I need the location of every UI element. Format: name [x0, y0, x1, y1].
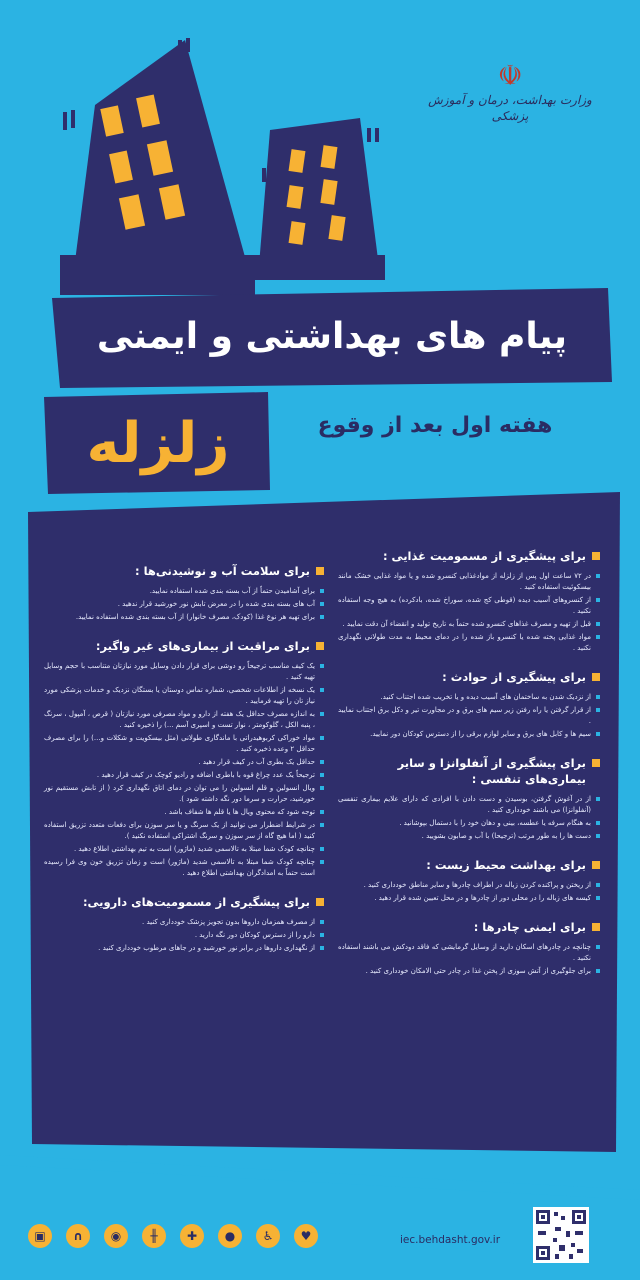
list-item: یک نسخه از اطلاعات شخصی، شماره تماس دوستان یا بستگان نزدیک و خدمات پزشکی مورد نیاز تان را تهیه فرمایید . — [44, 685, 324, 707]
section — [44, 638, 324, 879]
ministry-name: وزارت بهداشت، درمان و آموزش پزشکی — [428, 93, 592, 123]
list-item: از قرار گرفتن یا راه رفتن زیر سیم های برق و در مجاورت تیر و دکل برق اجتناب نمایید . — [338, 705, 600, 727]
list-item: ترجیحاً یک عدد چراغ قوه با باطری اضافه و رادیو کوچک در کیف قرار دهید . — [44, 770, 324, 781]
list-item: چنانچه کودک شما مبتلا به تالاسمی شدید (ماژور) است به تیم بهداشتی اطلاع دهید . — [44, 844, 324, 855]
section — [338, 857, 600, 904]
list-item: برای جلوگیری از آتش سوزی از پختن غذا در چادر حتی الامکان خودداری کنید . — [338, 966, 600, 977]
section-list — [338, 880, 600, 904]
list-item: توجه شود که محتوی ویال ها یا قلم ها شفاف باشد . — [44, 807, 324, 818]
section-list — [44, 661, 324, 879]
section-heading — [338, 919, 600, 935]
list-item: قبل از تهیه و مصرف غذاهای کنسرو شده حتماً به تاریخ تولید و انقضاء آن دقت نمایید . — [338, 619, 600, 630]
section-list — [338, 942, 600, 977]
section-heading-text: برای پیشگیری از مسمومیت‌های دارویی: — [82, 895, 310, 909]
section-heading-text: برای مراقبت از بیماری‌های غیر واگیر: — [95, 639, 310, 653]
page-title: پیام های بهداشتی و ایمنی — [96, 315, 568, 357]
right-column — [338, 548, 600, 992]
section-heading — [338, 548, 600, 564]
section-heading-text: برای پیشگیری از حوادث : — [442, 670, 586, 684]
list-item: در شرایط اضطرار می توانید از یک سرنگ و یا سر سوزن برای دفعات متعدد تزریق استفاده کنید ( اما هیچ گاه از سر سوزن و سرنگ اشتراکی استفاده نکنید ). — [44, 820, 324, 842]
list-item: از مصرف همزمان داروها بدون تجویز پزشک خودداری کنید . — [44, 917, 324, 928]
website-link[interactable]: iec.behdasht.gov.ir — [400, 1234, 501, 1246]
section-list — [338, 571, 600, 654]
left-column — [44, 563, 324, 969]
building-left-illustration — [60, 38, 255, 295]
section-heading — [44, 894, 324, 910]
list-item: چنانچه کودک شما مبتلا به تالاسمی شدید (ماژور) است و زمان تزریق خون وی فرا رسیده است حتماً به امدادگران بهداشتی اطلاع دهید . — [44, 857, 324, 879]
section — [338, 548, 600, 654]
pills-icon: ◉ — [104, 1224, 128, 1248]
list-item: چنانچه در چادرهای اسکان دارید از وسایل گرمایشی که فاقد دودکش می باشند استفاده نکنید . — [338, 942, 600, 964]
list-item: از ریختن و پراکنده کردن زباله در اطراف چادرها و سایر مناطق خودداری کنید . — [338, 880, 600, 891]
bullet-square-icon — [316, 567, 324, 575]
list-item: در ۷۲ ساعت اول پس از زلزله از موادغذایی کنسرو شده و یا مواد غذایی خشک مانند بیسکوئیت استفاده کنید . — [338, 571, 600, 593]
bullet-square-icon — [592, 923, 600, 931]
list-item: سیم ها و کابل های برق و سایر لوازم برقی را از دسترس کودکان دور نمایید. — [338, 729, 600, 740]
list-item: از در آغوش گرفتن، بوسیدن و دست دادن با افرادی که دارای علایم بیماری تنفسی (آنفلوانزا) می باشند خودداری کنید . — [338, 794, 600, 816]
bandage-icon: ✚ — [180, 1224, 204, 1248]
section-heading-text: برای بهداشت محیط زیست : — [426, 858, 586, 872]
list-item: مواد خوراکی کربوهیدراتی با ماندگاری طولانی (مثل بیسکویت و شکلات و...) را برای مصرف حداقل ۲ وعده ذخیره کنید . — [44, 733, 324, 755]
heart-pulse-icon: ♥ — [294, 1224, 318, 1248]
syringe-icon: ╫ — [142, 1224, 166, 1248]
section-list — [44, 586, 324, 623]
stethoscope-icon: ∩ — [66, 1224, 90, 1248]
list-item: کیسه های زباله را در محلی دور از چادرها و در محل تعیین شده قرار دهید . — [338, 893, 600, 904]
bullet-square-icon — [592, 673, 600, 681]
section-list — [44, 917, 324, 954]
list-item: به هنگام سرفه یا عطسه، بینی و دهان خود را با دستمال بپوشانید . — [338, 818, 600, 829]
section-list — [338, 692, 600, 740]
list-item: حداقل یک بطری آب در کیف قرار دهید . — [44, 757, 324, 768]
section-heading-text: برای ایمنی چادرها : — [473, 920, 586, 934]
section — [44, 563, 324, 623]
list-item: دست ها را به طور مرتب (ترجیحا) با آب و صابون بشویید . — [338, 831, 600, 842]
list-item: از نگهداری داروها در برابر نور خورشید و در جاهای مرطوب خودداری کنید . — [44, 943, 324, 954]
section-heading — [338, 755, 600, 787]
quake-title: زلزله — [86, 410, 230, 476]
medical-bag-icon: ▣ — [28, 1224, 52, 1248]
section-heading — [44, 563, 324, 579]
ministry-logo — [420, 60, 600, 124]
list-item: از کنسروهای آسیب دیده (قوطی کج شده، سوراخ شده، بادکرده) به هیچ وجه استفاده نکنید . — [338, 595, 600, 617]
list-item: برای تهیه هر نوع غذا (کودک، مصرف خانوار) از آب بسته بندی شده استفاده نمایید. — [44, 612, 324, 623]
section-heading-text: برای سلامت آب و نوشیدنی‌ها : — [135, 564, 310, 578]
bullet-square-icon — [592, 552, 600, 560]
list-item: مواد غذایی پخته شده یا کنسرو باز شده را در دمای محیط به مدت طولانی نگهداری نکنید . — [338, 632, 600, 654]
wheelchair-icon: ♿ — [256, 1224, 280, 1248]
section-heading-text: برای پیشگیری از آنفلوانزا و سایر بیماری‌های تنفسی : — [397, 756, 586, 786]
section-heading — [44, 638, 324, 654]
section-heading-text: برای پیشگیری از مسمومیت غذایی : — [382, 549, 586, 563]
section-list — [338, 794, 600, 842]
section — [338, 755, 600, 842]
page-subtitle: هفته اول بعد از وقوع — [317, 413, 553, 438]
list-item: یک کیف مناسب ترجیحاً رو دوشی برای قرار دادن وسایل مورد نیازتان متناسب با حجم وسایل تهیه کنید . — [44, 661, 324, 683]
building-right-illustration — [255, 118, 385, 280]
footer-icons — [28, 1224, 318, 1248]
bullet-square-icon — [316, 898, 324, 906]
bullet-square-icon — [316, 642, 324, 650]
iran-emblem-icon: ☫ — [497, 59, 523, 92]
section-heading — [338, 669, 600, 685]
list-item: از نزدیک شدن به ساختمان های آسیب دیده و یا تخریب شده اجتناب کنید. — [338, 692, 600, 703]
list-item: دارو را از دسترس کودکان دور نگه دارید . — [44, 930, 324, 941]
drop-icon: ● — [218, 1224, 242, 1248]
list-item: ویال انسولین و قلم انسولین را می توان در دمای اتاق نگهداری کرد ( از تابش مستقیم نور خورشید، حرارت و سرما دور نگه داشته شود ). — [44, 783, 324, 805]
list-item: آب های بسته بندی شده را در معرض تابش نور خورشید قرار ندهید . — [44, 599, 324, 610]
bullet-square-icon — [592, 861, 600, 869]
section — [338, 669, 600, 740]
bullet-square-icon — [592, 759, 600, 767]
qr-code — [533, 1207, 589, 1263]
list-item: برای آشامیدن حتماً از آب بسته بندی شده استفاده نمایید. — [44, 586, 324, 597]
list-item: به اندازه مصرف حداقل یک هفته از دارو و مواد مصرفی مورد نیازتان ( قرص ، آمپول ، سرنگ ، پنبه الکل ، گلوکومتر ، نوار تست و اسپری آسم ...) را ذخیره کنید . — [44, 709, 324, 731]
section-heading — [338, 857, 600, 873]
section — [44, 894, 324, 954]
section — [338, 919, 600, 977]
